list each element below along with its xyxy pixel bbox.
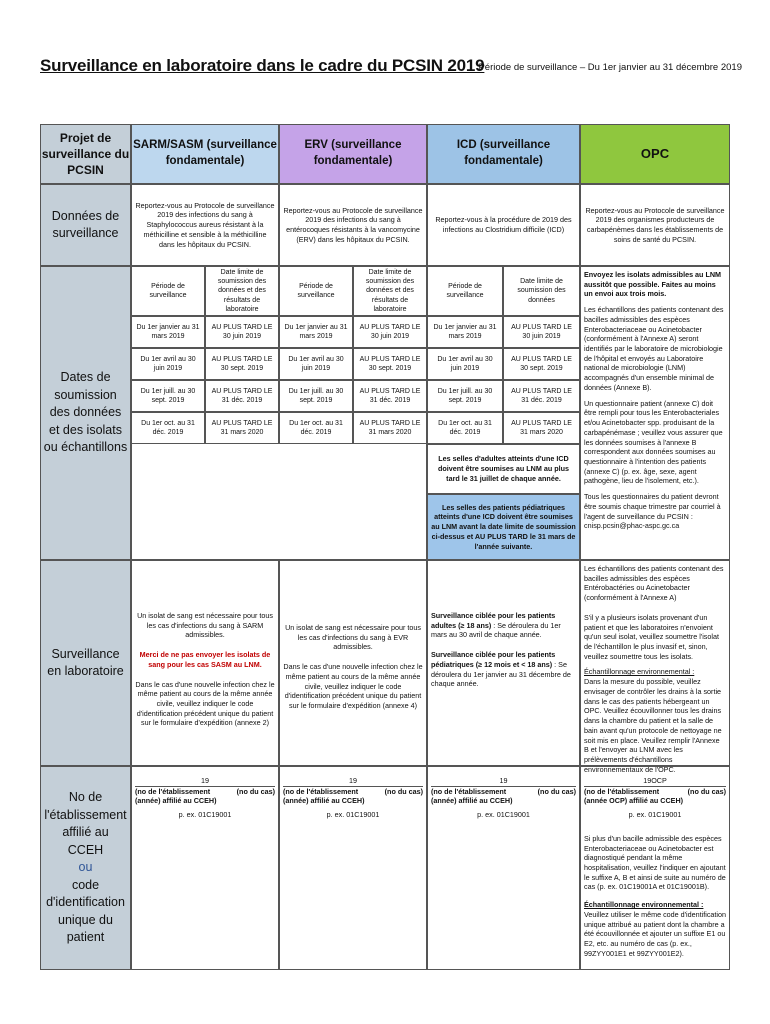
row-label-donnees: Données de surveillance xyxy=(40,184,131,266)
sarm-deadline-0 xyxy=(205,316,279,348)
cceh-erv-labels xyxy=(283,786,423,806)
sarm-deadline-3-text: AU PLUS TARD LE 31 mars 2020 xyxy=(211,419,273,436)
erv-deadline-1 xyxy=(353,348,427,380)
erv-deadline-header xyxy=(353,266,427,316)
cceh-sarm-code: 19 xyxy=(201,776,209,785)
labo-icd xyxy=(427,560,580,766)
page-title: Surveillance en laboratoire dans le cadre du PCSIN 2019 xyxy=(40,56,485,75)
header-opc: OPC xyxy=(580,124,730,184)
sarm-deadline-2-text: AU PLUS TARD LE 31 déc. 2019 xyxy=(211,387,273,404)
icd-period-header xyxy=(427,266,503,316)
cceh-opc-suffix-text: Si plus d'un bacille admissible des espèces Enterobacteriaceae ou Acinetobacter est diagnostiqué pendant la même hospitalisation, veuillez l'indiquer en ajoutant le suffixe A, B et ainsi de suite au numéro de cas (p. ex. 01C19001A et 01C19001B). xyxy=(584,833,726,892)
cceh-erv xyxy=(279,766,427,970)
icd-deadline-0-text: AU PLUS TARD LE 30 juin 2019 xyxy=(511,323,572,340)
labo-sarm xyxy=(131,560,279,766)
opc-submit-email: Tous les questionnaires du patient devront être soumis chaque trimestre par courriel à l'agent de surveillance du PCSIN : cnisp.pcsin@phac-aspc.gc.ca xyxy=(584,492,721,531)
icd-deadline-3-text: AU PLUS TARD LE 31 mars 2020 xyxy=(511,419,572,436)
cceh-opc-example: p. ex. 01C19001 xyxy=(628,810,682,820)
row-label-dates: Dates de soumission des données et des isolats ou échantillons xyxy=(40,266,131,560)
labo-opc-1: Les échantillons des patients contenant des bacilles admissibles des espèces Entérobactéries ou Acinetobacter (conformément à l'Annexe A) xyxy=(584,564,724,603)
labo-erv-1: Un isolat de sang est nécessaire pour tous les cas d'infections du sang à EVR admissibles. xyxy=(285,623,421,652)
icd-period-2 xyxy=(427,380,503,412)
erv-period-2-text: Du 1er juill. au 30 sept. 2019 xyxy=(288,387,344,404)
cceh-opc-env-title-text: Échantillonnage environnemental : xyxy=(584,900,704,910)
row-label-labo: Surveillance en laboratoire xyxy=(40,560,131,766)
labo-opc-env-title-text: Échantillonnage environnemental : xyxy=(584,667,695,677)
cceh-opc-est: (no de l'établissement (année OCP) affilié au CCEH) xyxy=(584,786,684,806)
icd-deadline-1-text: AU PLUS TARD LE 30 sept. 2019 xyxy=(511,355,572,372)
cceh-sarm-example: p. ex. 01C19001 xyxy=(178,810,232,820)
header-sarm: SARM/SASM (surveillance fondamentale) xyxy=(131,124,279,184)
cceh-label-2: code d'identification unique du patient xyxy=(46,877,125,945)
icd-note-adults xyxy=(427,444,580,494)
cceh-icd-code: 19 xyxy=(499,776,508,785)
erv-deadline-1-text: AU PLUS TARD LE 30 sept. 2019 xyxy=(359,355,421,372)
icd-deadline-header-text: Date limite de soumission des données xyxy=(517,278,566,304)
icd-period-1-text: Du 1er avril au 30 juin 2019 xyxy=(437,355,493,372)
erv-period-1-text: Du 1er avril au 30 juin 2019 xyxy=(288,355,344,372)
sarm-period-0 xyxy=(131,316,205,348)
cceh-erv-cas: (no du cas) xyxy=(384,786,423,796)
sarm-deadline-header xyxy=(205,266,279,316)
cceh-icd-est: (no de l'établissement (année) affilié au CCEH) xyxy=(431,786,513,806)
sarm-deadline-0-text: AU PLUS TARD LE 30 juin 2019 xyxy=(211,323,273,340)
labo-opc xyxy=(580,560,730,774)
sarm-period-3 xyxy=(131,412,205,444)
cceh-opc-env-text: Veuillez utiliser le même code d'identification unique attribué au patient dont la chambre a été écouvillonnée et ajouter un suffixe E1 ou E2, etc. au numéro de cas (p. ex., 99ZYY001E1 et 99ZYY001E2). xyxy=(584,909,727,958)
cceh-erv-code: 19 xyxy=(349,776,357,785)
erv-period-3 xyxy=(279,412,353,444)
icd-deadline-header xyxy=(503,266,580,316)
header-project: Projet de surveillance du PCSIN xyxy=(40,124,131,184)
erv-deadline-header-text: Date limite de soumission des données et des résultats de laboratoire xyxy=(365,269,415,313)
sarm-deadline-1 xyxy=(205,348,279,380)
cceh-sarm-est: (no de l'établissement (année) affilié au CCEH) xyxy=(135,786,217,806)
donnees-sarm-text: Reportez-vous au Protocole de surveillance 2019 des infections du sang à Staphylococcus aureus résistant à la méthicilline et sensible à la méthicilline dans les hôpitaux du PCSIN. xyxy=(135,200,275,249)
labo-opc-env-title xyxy=(584,667,726,677)
labo-erv xyxy=(279,560,427,766)
erv-period-0 xyxy=(279,316,353,348)
cceh-icd-labels xyxy=(431,786,576,806)
sarm-dates-blank xyxy=(131,444,427,560)
erv-deadline-2 xyxy=(353,380,427,412)
labo-icd-2-text: : Se déroulera du 1er janvier au 31 décembre de chaque année. xyxy=(431,659,571,689)
sarm-period-header-text: Période de surveillance xyxy=(149,282,187,299)
sarm-deadline-1-text: AU PLUS TARD LE 30 sept. 2019 xyxy=(211,355,273,372)
labo-icd-1-text: : Se déroulera du 1er mars au 30 avril de chaque année. xyxy=(431,620,561,640)
donnees-icd-text: Reportez-vous à la procédure de 2019 des infections au Clostridium difficile (ICD) xyxy=(435,215,572,234)
opc-questionnaire-text: Un questionnaire patient (annexe C) doit être rempli pour tous les Enterobacteriales et/ou Acinetobacter spp. produisant de la carbapénémase ; veuillez vous assurer que les données soumises à l'annexe B correspondent aux données soumises au questionnaire à l'intention des patients (annexe C) (p. ex. âge, sexe, agent pathogène, lieu de l'isolement, etc.). xyxy=(584,398,723,486)
labo-opc-3: Dans la mesure du possible, veuillez envisager de contrôler les drains à la sortie dans le cas des patients hébergeant un OPC. Veuillez écouvillonner tous les drains dans la chambre du patient et la salle de bain avant qu'un protocole de nettoyage ne soit mis en place. Veuillez remplir l'Annexe B et l'envoyer au LNM avec les prélèvements d'échantillons environnementaux de l'OPC. xyxy=(584,677,722,774)
labo-erv-2: Dans le cas d'une nouvelle infection chez le même patient au cours de la même année civile, veuillez indiquer le code d'identification précédent unique du patient sur le formulaire d'expédition (annexe 4) xyxy=(283,662,423,711)
icd-note-pediatric xyxy=(427,494,580,560)
cceh-erv-example: p. ex. 01C19001 xyxy=(326,810,380,820)
sarm-deadline-2 xyxy=(205,380,279,412)
icd-period-0 xyxy=(427,316,503,348)
opc-send-isolates: Envoyez les isolats admissibles au LNM aussitôt que possible. Faites au moins un envoi aux trois mois. xyxy=(584,270,722,299)
sarm-deadline-3 xyxy=(205,412,279,444)
erv-deadline-2-text: AU PLUS TARD LE 31 déc. 2019 xyxy=(359,387,421,404)
sarm-period-0-text: Du 1er janvier au 31 mars 2019 xyxy=(136,323,200,340)
cceh-sarm-cas: (no du cas) xyxy=(236,786,275,796)
cceh-sarm xyxy=(131,766,279,970)
erv-deadline-0 xyxy=(353,316,427,348)
icd-period-0-text: Du 1er janvier au 31 mars 2019 xyxy=(433,323,497,340)
cceh-icd-example: p. ex. 01C19001 xyxy=(477,810,530,820)
donnees-icd xyxy=(427,184,580,266)
donnees-sarm xyxy=(131,184,279,266)
icd-deadline-3 xyxy=(503,412,580,444)
labo-icd-2-bold: Surveillance ciblée pour les patients pédiatriques (≥ 12 mois et < 18 ans) xyxy=(431,650,556,669)
labo-opc-2: S'il y a plusieurs isolats provenant d'un patient et que les laboratoires n'envoient qu'un seul isolat, veuillez soumettre l'isolat de l'échantillon le plus invasif et, sinon, veuillez soumettre tous les isolats. xyxy=(584,612,719,661)
icd-deadline-1 xyxy=(503,348,580,380)
opc-submit-text xyxy=(584,492,726,531)
icd-note-adults-text: Les selles d'adultes atteints d'une ICD doivent être soumises au LNM au plus tard le 31 juillet de chaque année. xyxy=(438,454,569,483)
erv-period-header-text: Période de surveillance xyxy=(297,282,335,299)
donnees-opc-text: Reportez-vous au Protocole de surveillance 2019 des organismes producteurs de carbapénèmes dans les établissements de soins de santé du PCSIN. xyxy=(585,205,725,244)
cceh-opc-env-title xyxy=(584,900,726,910)
cceh-opc-labels xyxy=(584,786,726,806)
row-label-cceh xyxy=(40,766,131,970)
labo-icd-1 xyxy=(431,611,576,640)
icd-period-1 xyxy=(427,348,503,380)
cceh-opc-cas: (no du cas) xyxy=(687,786,726,796)
labo-sarm-3: Dans le cas d'une nouvelle infection chez le même patient au cours de la même année civile, veuillez indiquer le code d'identification précédent unique du patient sur le formulaire d'expédition (annexe 2) xyxy=(135,679,275,728)
sarm-period-3-text: Du 1er oct. au 31 déc. 2019 xyxy=(141,419,195,436)
icd-note-pediatric-text: Les selles des patients pédiatriques atteints d'une ICD doivent être soumises au LNM avant la date limite de soumission ci-dessus et AU PLUS TARD le 31 mars de l'année suivante. xyxy=(431,502,576,551)
dates-opc xyxy=(580,266,730,560)
surveillance-period: Période de surveillance – Du 1er janvier au 31 décembre 2019 xyxy=(478,62,742,73)
labo-sarm-2: Merci de ne pas envoyer les isolats de sang pour les cas SASM au LNM. xyxy=(139,650,271,669)
opc-samples-text: Les échantillons des patients contenant des bacilles admissibles des espèces Enterobacteriaceae ou Acinetobacter (conformément à l'Annexe A) seront identifiés par le laboratoire de microbiologie de l'hôpital et envoyés au Laboratoire national de microbiologie (LNM) accompagnés d'un ensemble minimal de données (Annexe B). xyxy=(584,305,724,392)
header-icd: ICD (surveillance fondamentale) xyxy=(427,124,580,184)
sarm-period-1-text: Du 1er avril au 30 juin 2019 xyxy=(140,355,196,372)
erv-period-header xyxy=(279,266,353,316)
labo-icd-2 xyxy=(431,650,576,689)
icd-deadline-2-text: AU PLUS TARD LE 31 déc. 2019 xyxy=(511,387,572,404)
cceh-label-or: ou xyxy=(78,860,93,875)
erv-deadline-3-text: AU PLUS TARD LE 31 mars 2020 xyxy=(359,419,421,436)
donnees-erv-text: Reportez-vous au Protocole de surveillance 2019 des infections du sang à entérocoques résistants à la vancomycine (ERV) dans les hôpitaux du PCSIN. xyxy=(283,205,423,244)
sarm-period-2 xyxy=(131,380,205,412)
donnees-opc xyxy=(580,184,730,266)
icd-period-2-text: Du 1er juill. au 30 sept. 2019 xyxy=(437,387,493,404)
erv-period-0-text: Du 1er janvier au 31 mars 2019 xyxy=(284,323,348,340)
icd-deadline-2 xyxy=(503,380,580,412)
erv-deadline-0-text: AU PLUS TARD LE 30 juin 2019 xyxy=(359,323,421,340)
erv-period-2 xyxy=(279,380,353,412)
erv-period-1 xyxy=(279,348,353,380)
cceh-sarm-labels xyxy=(135,786,275,806)
erv-deadline-3 xyxy=(353,412,427,444)
sarm-period-1 xyxy=(131,348,205,380)
cceh-label-1: No de l'établissement affilié au CCEH xyxy=(44,790,127,857)
cceh-erv-est: (no de l'établissement (année) affilié au CCEH) xyxy=(283,786,365,806)
sarm-period-header xyxy=(131,266,205,316)
cceh-icd xyxy=(427,766,580,970)
icd-period-3-text: Du 1er oct. au 31 déc. 2019 xyxy=(438,419,492,436)
cceh-opc xyxy=(580,766,730,970)
icd-period-header-text: Période de surveillance xyxy=(446,282,484,299)
header-erv: ERV (surveillance fondamentale) xyxy=(279,124,427,184)
sarm-deadline-header-text: Date limite de soumission des données et des résultats de laboratoire xyxy=(217,269,267,313)
labo-icd-1-bold: Surveillance ciblée pour les patients adultes (≥ 18 ans) xyxy=(431,611,556,630)
donnees-erv xyxy=(279,184,427,266)
cceh-opc-code: 19OCP xyxy=(643,776,667,785)
erv-period-3-text: Du 1er oct. au 31 déc. 2019 xyxy=(289,419,343,436)
labo-sarm-1: Un isolat de sang est nécessaire pour tous les cas d'infections du sang à SARM admissibles. xyxy=(137,611,273,640)
icd-period-3 xyxy=(427,412,503,444)
sarm-period-2-text: Du 1er juill. au 30 sept. 2019 xyxy=(140,387,196,404)
icd-deadline-0 xyxy=(503,316,580,348)
cceh-icd-cas: (no du cas) xyxy=(537,786,576,796)
